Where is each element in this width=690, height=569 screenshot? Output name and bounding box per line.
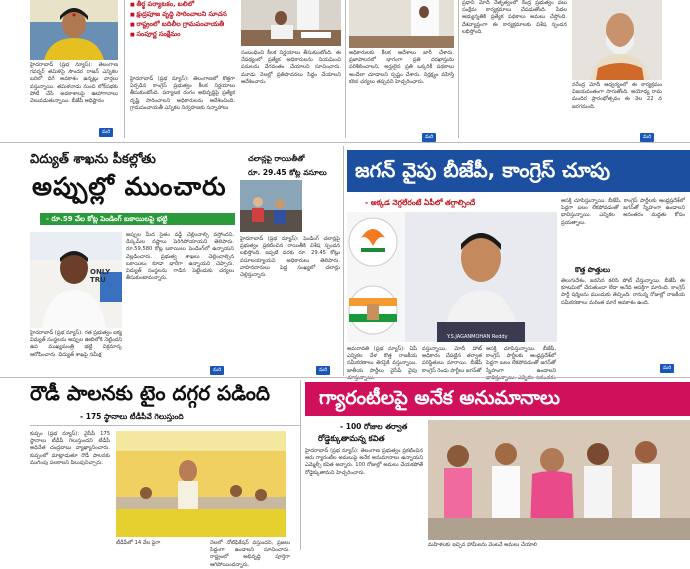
top-col5-text: ప్రధాని మోదీ నేతృత్వంలో కేంద్ర ప్రభుత్వం పలు సంక్షేమ కార్యక్రమాలు చేపడుతోంది. పేదల అభ్యున్నతికి ప్రత్యేక పథకాలు అమలు చేస్తోంది. దేశవ్యాప్తంగా ఈ కార్యక్రమాలకు విశేష స్పందన లభిస్తోంది.	[462, 0, 567, 35]
guarantee-subhead2: రోడ్డెక్కుతామన్న కవిత	[318, 434, 385, 443]
bullet-item: ■ క్షుద్రపూజ వృద్ధి సారించాలని సూచన	[130, 10, 235, 20]
vidyut-headline: అప్పుల్లో ముంచారు	[32, 172, 227, 201]
guarantee-headline: గ్యారంటీలపై అనేక అనుమానాలు	[319, 387, 560, 409]
rowdy-photo-caption: టీడీపీలో 14 వేల పైగా	[116, 540, 161, 546]
top-col2-text: హైదరాబాద్ (ప్రభ న్యూస్): తెలంగాణలో కొత్తగా ఏర్పడిన కాంగ్రెస్ ప్రభుత్వం కీలక నిర్ణయాలు తీసుకుంటోంది. పర్యాటక రంగం అభివృద్ధిపై ప్రత్యేక దృష్టి సారించాలని అధికారులను ఆదేశించింది. గ్రామపంచాయతీ ఎన్నికల నిర్వహణకు సన్నాహాలు	[130, 76, 235, 111]
guarantee-subhead1: - 100 రోజుల తర్వాత	[340, 422, 408, 431]
top-divider-1	[124, 0, 125, 138]
more-button-jagan[interactable]: మరి	[660, 364, 674, 373]
more-button-top4[interactable]: మరి	[422, 133, 436, 142]
jagan-col4-text: తెలుగుదేశం, జనసేన కలిసి పోటీ చేస్తున్నాయి. బీజేపీ ఈ కూటమిలో చేరుతుందా లేదా అనేది ఆసక్తిగా మారింది. కాంగ్రెస్ పార్టీ షర్మిలను ముందుకు తెచ్చింది. రానున్న రోజుల్లో రాజకీయ సమీకరణాలు మరింత మారే అవకాశం ఉంది.	[561, 278, 685, 306]
top-divider-3	[458, 0, 459, 138]
rowdy-rule	[30, 425, 300, 426]
rowdy-col3-text: నెలలో నోటిఫికేషన్ వస్తుందని, ప్రజలు సిద్ధంగా ఉండాలని సూచించారు. రాష్ట్రంలో అభివృద్ధి పూర్తిగా ఆగిపోయిందన్నారు.	[210, 540, 290, 568]
guarantee-headline-bar	[305, 382, 690, 416]
photo-officials	[349, 0, 454, 48]
bullet-item: ■ తీర్థ పర్యాటకం, బలిలో	[130, 0, 235, 10]
photo-naidu	[116, 431, 286, 537]
photo-governor	[30, 0, 118, 60]
photo-kavitha	[428, 420, 690, 540]
jagan-subhead: - అక్కడ నెగ్గలేరంటే ఏపీలో తగ్గాల్సిందే	[365, 198, 476, 207]
officials-photo-art	[349, 0, 454, 48]
top-col1-text: హైదరాబాద్ (ప్రభ న్యూస్): తెలంగాణ గవర్నర్ తమిళిసై సౌందర రాజన్ ఎన్నికల బరిలో దిగే అవకాశం ఉన్నట్లు వార్తలు వస్తున్నాయి. తమిళనాడు నుంచి లోక్‌సభకు పోటీ చేసే అవకాశాలపై ఊహాగానాలు వెలువడుతున్నాయి. బీజేపీ అధిష్టానం	[30, 62, 118, 105]
top-col4-text: అధికారులకు కీలక ఆదేశాలు జారీ చేశారు. ప్రజాపాలనలో భాగంగా ప్రతి దరఖాస్తును పరిశీలించాలని, అర్హులైన ప్రతి ఒక్కరికీ పథకాలు అందేలా చూడాలని స్పష్టం చేశారు. నిర్లక్ష్యం వహిస్తే కఠిన చర్యలు తప్పవని హెచ్చరించారు.	[349, 50, 454, 85]
photo-sign-text: ONLY TRU	[90, 268, 111, 284]
vidyut-subhead: - రూ.59 వేల కోట్ల పెండింగ్ బకాయిలపై భట్టి	[40, 213, 235, 225]
mid-divider	[343, 146, 344, 376]
vidyut-kicker: విద్యుత్ శాఖను పీకల్లోతు	[30, 152, 156, 167]
guarantee-photo-caption: మహిళలకు ఇచ్చిన హామీలను వెంటనే అమలు చేయాలి	[428, 542, 537, 548]
jagan-col2-text: వస్తున్నాయి. మోదీ హాట్ అధికారం చేపట్టిన తర్వాత పరిస్థితులు మారాయి. బీజేపీ కాంగ్రెస్ రెండు పార్టీలు జగన్‌తో	[422, 346, 482, 374]
more-button-vidyut[interactable]: మరి	[210, 366, 224, 375]
photo-jagan-composite	[347, 212, 557, 342]
top-col6-text: నరేంద్ర మోదీ ఆధ్వర్యంలో ఈ కార్యక్రమం విజయవంతంగా సాగుతోంది. అయోధ్య రామ మందిర ప్రారంభోత్సవం ఈ నెల 22 న జరగనుంది.	[572, 82, 662, 110]
top-bullet-list	[130, 0, 235, 40]
photo-meeting	[241, 0, 341, 46]
top-col3-text: సంబంధించి కీలక నిర్ణయాలు తీసుకుంటోంది. ఈ నేపథ్యంలో ప్రత్యేక అధికారులను నియమించి పనులను వేగవంతం చేయాలని సూచించారు. మూడు నెలల్లో ప్రతిపాదనలు సిద్ధం చేయాలని ఆదేశించారు.	[241, 50, 341, 85]
modi-photo-art	[572, 0, 662, 80]
photo-challan	[240, 180, 302, 232]
more-button-top1[interactable]: మరి	[99, 128, 113, 137]
photo-modi	[572, 0, 662, 80]
rowdy-headline: రౌడీ పాలనకు టైం దగ్గర పడింది	[30, 381, 271, 405]
lower-divider-h	[0, 377, 690, 378]
bullet-item: ■ రాష్ట్రంలో బదిలీల గ్రామపంచాయతీ	[130, 20, 235, 30]
kavitha-photo-art	[428, 420, 690, 540]
jagan-col3-text: ఆసక్తి చూపిస్తున్నాయి. బీజేపీ, కాంగ్రెస్ పార్టీలకు ఆంధ్రప్రదేశ్‌లో పెద్దగా బలం లేకపోవడంతో జగన్‌తో స్నేహంగా ఉండాలని	[486, 346, 556, 374]
jagan-col3b-text: ఆసక్తి చూపిస్తున్నాయి. బీజేపీ, కాంగ్రెస్ పార్టీలకు ఆంధ్రప్రదేశ్‌లో పెద్దగా బలం లేకపోవడంతో జగన్‌తో స్నేహంగా ఉండాలని భావిస్తున్నాయి. ఎన్నికల అనంతరం మద్దతు కోసం ప్రయత్నాలు.	[561, 198, 685, 226]
rowdy-col1-text: కుప్పం (ప్రభ న్యూస్): వైసీపీ 175 స్థానాలు టీడీపీ గెలుస్తుందని టీడీపీ అధినేత చంద్రబాబు వ్యాఖ్యానించారు. కుప్పంలో మాట్లాడుతూ రౌడీ పాలనకు ముగింపు పలకాలని పిలుపునిచ్చారు.	[30, 431, 110, 466]
meeting-photo-art	[241, 0, 341, 46]
lower-mid-divider	[300, 380, 301, 550]
top-divider-2	[345, 0, 346, 138]
more-button-top6[interactable]: మరి	[640, 133, 654, 142]
more-button-challan[interactable]: మరి	[316, 366, 330, 375]
photo-bhatti	[30, 232, 122, 328]
rowdy-subhead: - 175 స్థానాలు టీడీపీవే గెలుస్తుంది	[80, 412, 184, 421]
guarantee-col1-text: హైదరాబాద్ (ప్రభ న్యూస్): తెలంగాణ ప్రభుత్వం ప్రకటించిన ఆరు గ్యారంటీల అమలుపై అనేక అనుమానాలు ఉన్నాయని ఎమ్మెల్సీ కవిత అన్నారు. 100 రోజుల్లో అమలు చేయకపోతే రోడ్డెక్కుతామని హెచ్చరించారు.	[305, 448, 423, 476]
bullet-item: ■ సంపూర్ణ సంక్షేమం	[130, 30, 235, 40]
vidyut-col1-text: హైదరాబాద్ (ప్రభ న్యూస్): గత ప్రభుత్వం ఐక్య విద్యుత్ సంస్థలను అప్పుల ఊబిలోకి నెట్టిందని ఉప ముఖ్యమంత్రి భట్టి విక్రమార్క ఆరోపించారు. విద్యుత్ శాఖపై సమీక్ష	[30, 330, 122, 358]
top-divider-h	[0, 142, 690, 143]
governor-photo-art	[30, 0, 118, 60]
challan-photo-art	[240, 180, 302, 232]
jagan-side-title: కొత్త పొత్తులు	[575, 266, 611, 274]
jagan-photo-art	[347, 212, 557, 342]
jagan-headline-bar	[347, 150, 690, 192]
jagan-photo-caption: Y.S.JAGANMOHAN Reddy	[447, 334, 508, 340]
jagan-col1-text: అమరావతి (ప్రభ న్యూస్): ఏపీ ఎన్నికల వేళ కొత్త రాజకీయ సమీకరణాలు తెరపైకి వస్తున్నాయి. జాతీయ పార్టీలు వైసీపీ వైపు	[347, 346, 417, 374]
naidu-photo-art	[116, 431, 286, 537]
jagan-headline: జగన్ వైపు బీజేపీ, కాంగ్రెస్ చూపు	[355, 158, 611, 182]
challan-box-text: హైదరాబాద్ (ప్రభ న్యూస్): పెండింగ్ చలాన్లపై ప్రభుత్వం ప్రకటించిన రాయితీకి విశేష స్పందన లభిస్తోంది. ఇప్పటి వరకు రూ. 29.45 కోట్లు వసూలయ్యాయని అధికారులు తెలిపారు. వాహనదారులు పెద్ద సంఖ్యలో చలాన్లు చెల్లిస్తున్నారు.	[240, 236, 340, 279]
vidyut-col2-text: అప్పుల మీద సైతం వడ్డీ చెల్లించాల్సి వస్తోందని, డిస్కమ్‌ల నష్టాలు పెరిగిపోయాయని తెలిపారు. రూ.59,580 కోట్ల బకాయిలు పెండింగ్‌లో ఉన్నాయని వెల్లడించారు. ప్రభుత్వ శాఖలు చెల్లించాల్సిన బకాయిలు కూడా భారీగా ఉన్నాయని చెప్పారు. విద్యుత్ సంస్థలను గాడిన పెట్టేందుకు చర్యలు తీసుకుంటామన్నారు.	[126, 232, 234, 282]
challan-box-title: చలాన్లపై రాయితీతో	[248, 154, 305, 163]
challan-box-sub: రూ. 29.45 కోట్ల వసూలు	[248, 168, 327, 177]
